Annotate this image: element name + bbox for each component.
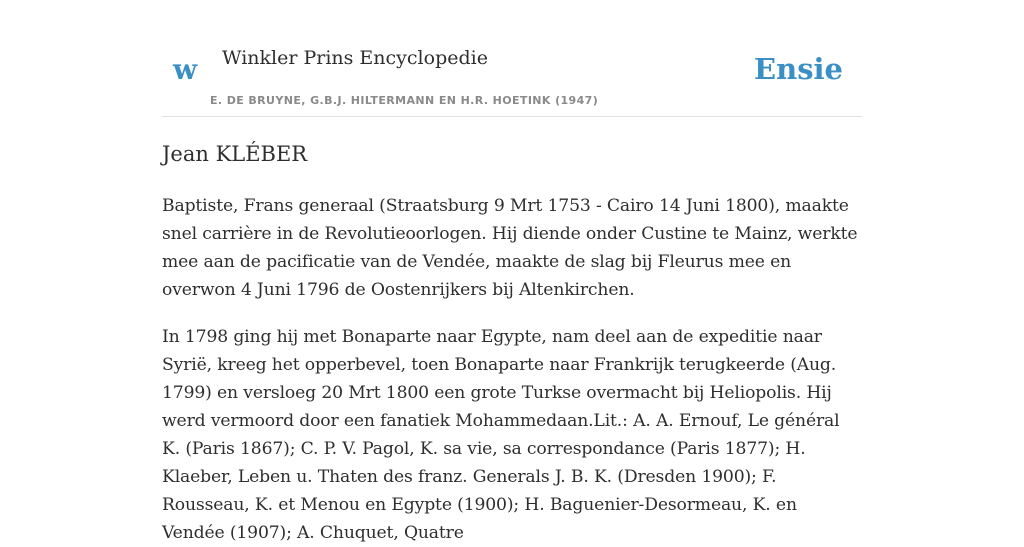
page xyxy=(162,0,862,543)
ensie-brand-logo[interactable]: Ensie xyxy=(754,52,843,86)
publication-title[interactable]: Winkler Prins Encyclopedie xyxy=(222,47,488,69)
site-header xyxy=(162,0,862,117)
publication-authors: E. DE BRUYNE, G.B.J. HILTERMANN EN H.R. HOETINK (1947) xyxy=(210,94,599,107)
article-paragraph: Baptiste, Frans generaal (Straatsburg 9 Mrt 1753 - Cairo 14 Juni 1800), maakte snel carrière in de Revolutieoorlogen. Hij diende onder Custine te Mainz, werkte mee aan de pacificatie van de Vendée, maakte de slag bij Fleurus mee en overwon 4 Juni 1796 de Oostenrijkers bij Altenkirchen. xyxy=(162,196,858,300)
winkler-prins-logo[interactable]: w xyxy=(173,53,198,86)
article-paragraph: In 1798 ging hij met Bonaparte naar Egypte, nam deel aan de expeditie naar Syrië, kreeg het opperbevel, toen Bonaparte naar Frankrijk terugkeerde (Aug. 1799) en versloeg 20 Mrt 1800 een grote Turkse overmacht bij Heliopolis. Hij werd vermoord door een fanatiek Mohammedaan.Lit.: A. A. Ernouf, Le général K. (Paris 1867); C. P. V. Pagol, K. sa vie, sa correspondance (Paris 1877); H. Klaeber, Leben u. Thaten des franz. Generals J. B. K. (Dresden 1900); F. Rousseau, K. et Menou en Egypte (1900); H. Baguenier-Desormeau, K. en Vendée (1907); A. Chuquet, Quatre xyxy=(162,327,840,543)
article-title: Jean KLÉBER xyxy=(162,142,308,166)
